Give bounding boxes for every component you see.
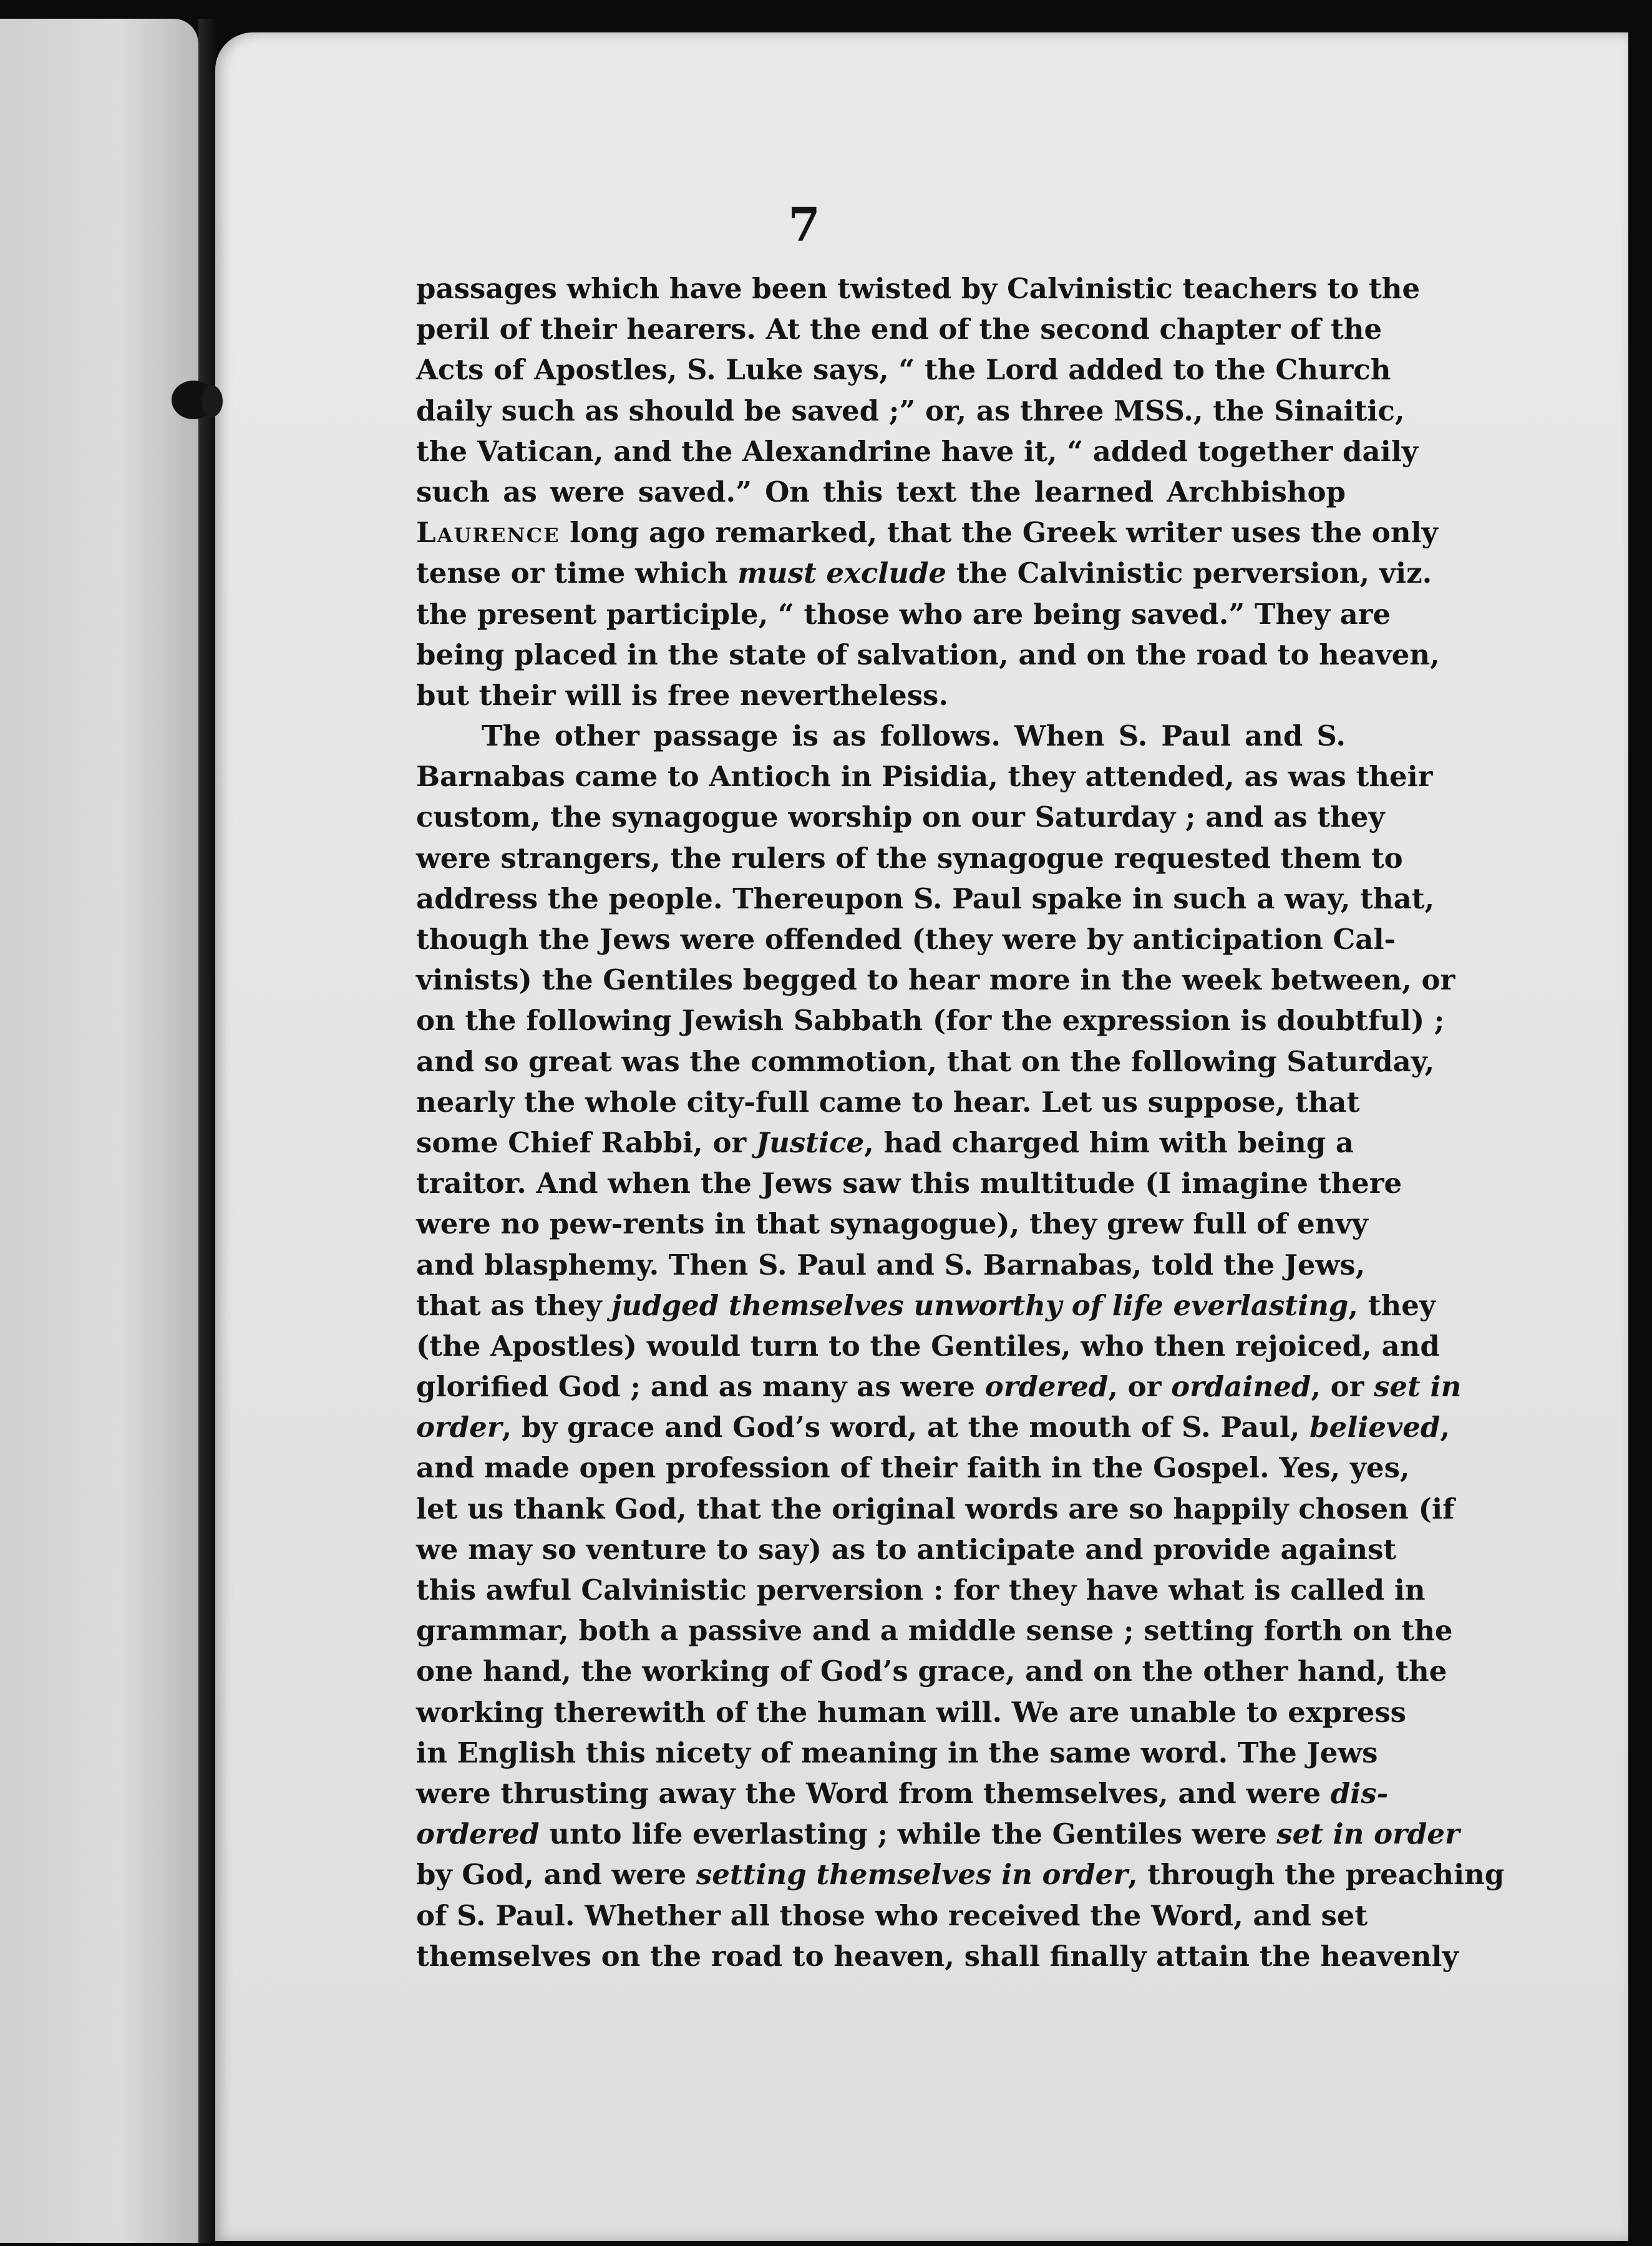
text-segment: address the people. Thereupon S. Paul spake in such a way, that, bbox=[416, 882, 1435, 915]
italic-text: setting themselves in order bbox=[696, 1858, 1128, 1892]
text-segment: in English this nicety of meaning in the same word. The Jews bbox=[416, 1736, 1378, 1769]
text-line bbox=[416, 838, 1403, 878]
text-line bbox=[416, 553, 1432, 593]
text-segment: we may so venture to say) as to anticipate and provide against bbox=[416, 1532, 1397, 1566]
text-segment: by God, and were bbox=[416, 1858, 696, 1892]
italic-text: judged themselves unworthy of life everlasting bbox=[611, 1288, 1349, 1322]
small-caps-text: Laurence bbox=[416, 516, 560, 550]
text-line bbox=[416, 1245, 1366, 1285]
text-line bbox=[416, 594, 1391, 634]
text-segment: themselves on the road to heaven, shall finally attain the heavenly bbox=[416, 1939, 1459, 1973]
text-line bbox=[416, 1041, 1435, 1082]
text-segment: being placed in the state of salvation, and on the road to heaven, bbox=[416, 638, 1440, 671]
text-segment: peril of their hearers. At the end of the second chapter of the bbox=[416, 313, 1382, 346]
text-line bbox=[416, 1000, 1445, 1041]
text-segment: the Vatican, and the Alexandrine have it, “ added together daily bbox=[416, 434, 1418, 468]
italic-text: believed bbox=[1309, 1411, 1441, 1444]
text-segment: unto life everlasting ; while the Gentiles were bbox=[539, 1817, 1277, 1851]
italic-text: Justice bbox=[756, 1125, 865, 1159]
text-segment: long ago remarked, that the Greek writer uses the only bbox=[560, 516, 1438, 550]
page-number-text: 7 bbox=[788, 198, 820, 252]
text-segment: of S. Paul. Whether all those who received the Word, and set bbox=[416, 1898, 1368, 1932]
italic-text: ordained bbox=[1171, 1370, 1311, 1404]
text-segment: , through the preaching bbox=[1127, 1858, 1505, 1892]
text-segment: were strangers, the rulers of the synagogue requested them to bbox=[416, 841, 1403, 875]
text-line bbox=[416, 1733, 1378, 1773]
text-segment: , had charged him with being a bbox=[864, 1125, 1354, 1159]
text-segment: traitor. And when the Jews saw this multitude (I imagine there bbox=[416, 1167, 1402, 1200]
text-line bbox=[416, 1570, 1426, 1610]
text-line bbox=[416, 797, 1385, 837]
text-line bbox=[416, 1529, 1397, 1570]
text-segment: The other passage is as follows. When S. Paul and S. bbox=[482, 719, 1346, 753]
italic-text: set in bbox=[1374, 1370, 1462, 1404]
text-segment: that as they bbox=[416, 1288, 612, 1322]
text-line bbox=[416, 1203, 1368, 1244]
text-segment: grammar, both a passive and a middle sense ; setting forth on the bbox=[416, 1614, 1453, 1648]
text-segment: vinists) the Gentiles begged to hear more in the week between, or bbox=[416, 963, 1455, 997]
text-segment: custom, the synagogue worship on our Saturday ; and as they bbox=[416, 800, 1385, 834]
text-line bbox=[416, 878, 1435, 919]
text-line bbox=[416, 1447, 1410, 1488]
text-line bbox=[416, 1082, 1360, 1122]
text-line bbox=[416, 1773, 1389, 1814]
text-line bbox=[416, 1366, 1462, 1407]
text-line bbox=[416, 472, 1346, 512]
text-line bbox=[416, 431, 1418, 472]
text-line bbox=[416, 1854, 1505, 1895]
text-line bbox=[416, 756, 1433, 797]
text-segment: some Chief Rabbi, or bbox=[416, 1125, 756, 1159]
text-segment: passages which have been twisted by Calvinistic teachers to the bbox=[416, 272, 1421, 305]
text-segment: the present participle, “ those who are being saved.” They are bbox=[416, 597, 1391, 631]
text-segment: , or bbox=[1311, 1370, 1374, 1404]
previous-page-edge bbox=[0, 19, 198, 2243]
text-segment: , they bbox=[1348, 1288, 1436, 1322]
text-line bbox=[416, 960, 1455, 1000]
text-segment: the Calvinistic perversion, viz. bbox=[946, 557, 1432, 590]
italic-text: ordered bbox=[984, 1370, 1109, 1404]
text-segment: and made open profession of their faith in the Gospel. Yes, yes, bbox=[416, 1451, 1410, 1485]
text-segment: though the Jews were offended (they were by anticipation Cal- bbox=[416, 923, 1396, 956]
text-segment: , bbox=[1440, 1411, 1450, 1444]
text-segment: Barnabas came to Antioch in Pisidia, they attended, as was their bbox=[416, 760, 1433, 794]
text-segment: were thrusting away the Word from themselves, and were bbox=[416, 1776, 1331, 1810]
text-segment: this awful Calvinistic perversion : for they have what is called in bbox=[416, 1573, 1426, 1607]
text-line bbox=[416, 391, 1405, 431]
text-segment: and blasphemy. Then S. Paul and S. Barnabas, told the Jews, bbox=[416, 1248, 1366, 1281]
text-segment: but their will is free nevertheless. bbox=[416, 678, 949, 712]
text-line bbox=[416, 1285, 1436, 1326]
text-line bbox=[416, 1489, 1455, 1529]
text-segment: , by grace and God’s word, at the mouth of S. Paul, bbox=[502, 1411, 1310, 1444]
text-segment: and so great was the commotion, that on the following Saturday, bbox=[416, 1044, 1435, 1078]
text-segment: one hand, the working of God’s grace, and on the other hand, the bbox=[416, 1655, 1447, 1688]
text-line bbox=[416, 1814, 1460, 1854]
text-line bbox=[416, 1936, 1459, 1976]
text-line bbox=[416, 1163, 1402, 1203]
text-line bbox=[416, 1651, 1447, 1691]
text-line bbox=[416, 309, 1382, 349]
text-line bbox=[416, 716, 1346, 756]
text-segment: (the Apostles) would turn to the Gentiles, who then rejoiced, and bbox=[416, 1329, 1440, 1363]
text-segment: working therewith of the human will. We are unable to express bbox=[416, 1695, 1407, 1729]
text-segment: let us thank God, that the original words are so happily chosen (if bbox=[416, 1492, 1455, 1525]
text-segment: nearly the whole city-full came to hear. Let us suppose, that bbox=[416, 1085, 1360, 1119]
text-segment: , or bbox=[1108, 1370, 1172, 1404]
binding-hole-inner bbox=[202, 386, 223, 417]
text-line bbox=[416, 1895, 1368, 1936]
text-line bbox=[416, 349, 1391, 390]
page-number bbox=[0, 198, 1652, 252]
text-line bbox=[416, 268, 1421, 309]
text-segment: were no pew-rents in that synagogue), they grew full of envy bbox=[416, 1207, 1368, 1241]
text-line bbox=[416, 675, 1346, 716]
page-gutter-shadow bbox=[198, 19, 217, 2243]
text-segment: glorified God ; and as many as were bbox=[416, 1370, 985, 1404]
italic-text: set in order bbox=[1276, 1817, 1460, 1851]
text-line bbox=[416, 1326, 1440, 1366]
text-segment: daily such as should be saved ;” or, as three MSS., the Sinaitic, bbox=[416, 394, 1405, 427]
italic-text: ordered bbox=[416, 1817, 540, 1851]
text-segment: tense or time which bbox=[416, 557, 738, 590]
text-line bbox=[416, 1692, 1407, 1733]
italic-text: order bbox=[416, 1411, 502, 1444]
italic-text: must exclude bbox=[737, 557, 947, 590]
text-line bbox=[416, 512, 1438, 553]
body-text bbox=[416, 268, 1505, 1976]
text-segment: on the following Jewish Sabbath (for the expression is doubtful) ; bbox=[416, 1004, 1445, 1038]
text-segment: Acts of Apostles, S. Luke says, “ the Lord added to the Church bbox=[416, 353, 1391, 387]
text-line bbox=[416, 634, 1440, 675]
text-segment: such as were saved.” On this text the learned Archbishop bbox=[416, 475, 1346, 508]
text-line bbox=[416, 1610, 1453, 1651]
text-line bbox=[416, 919, 1396, 960]
italic-text: dis- bbox=[1330, 1776, 1389, 1810]
text-line bbox=[416, 1122, 1354, 1163]
text-line bbox=[416, 1407, 1450, 1447]
